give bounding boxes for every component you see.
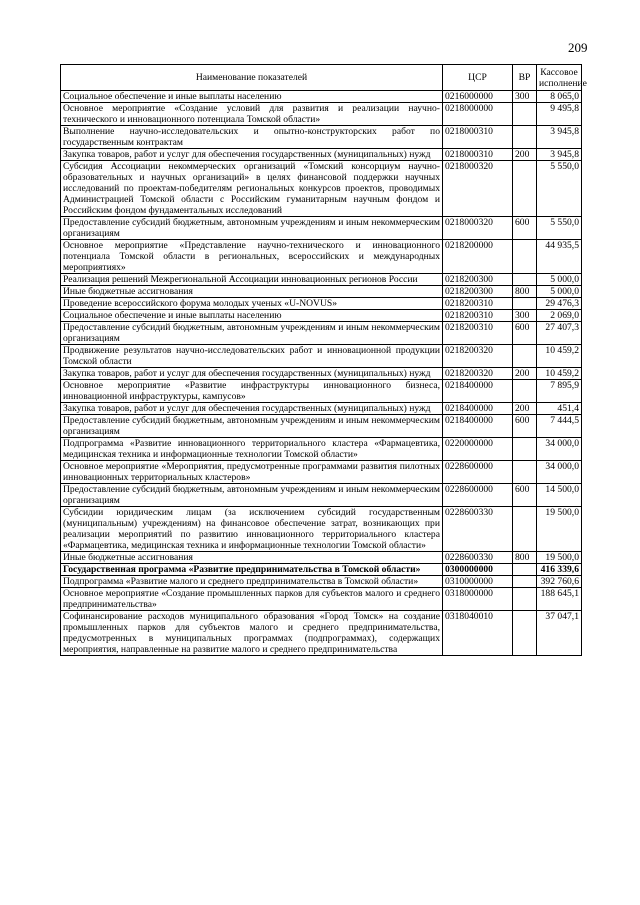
- row-name: Закупка товаров, работ и услуг для обеспечения государственных (муниципальных) нужд: [61, 149, 443, 161]
- table-row: [61, 310, 582, 322]
- header-vr: ВР: [513, 65, 537, 91]
- row-name: Предоставление субсидий бюджетным, автономным учреждениям и иным некоммерческим организациям: [61, 415, 443, 438]
- row-vr: [513, 438, 537, 461]
- row-vr: [513, 564, 537, 576]
- table-row: [61, 415, 582, 438]
- row-name: Основное мероприятие «Создание промышленных парков для субъектов малого и среднего предпринимательства»: [61, 588, 443, 611]
- row-vr: [513, 161, 537, 217]
- row-amount: 5 000,0: [537, 286, 582, 298]
- table-row: [61, 552, 582, 564]
- row-csr: 0300000000: [443, 564, 513, 576]
- page-number: 209: [568, 40, 588, 55]
- table-row: [61, 576, 582, 588]
- table-row: [61, 564, 582, 576]
- row-csr: 0218400000: [443, 415, 513, 438]
- row-csr: 0218200300: [443, 274, 513, 286]
- row-vr: 800: [513, 286, 537, 298]
- row-vr: [513, 611, 537, 656]
- row-vr: [513, 576, 537, 588]
- row-vr: [513, 380, 537, 403]
- row-amount: 29 476,3: [537, 298, 582, 310]
- table-row: [61, 286, 582, 298]
- row-vr: 200: [513, 149, 537, 161]
- row-csr: 0228600000: [443, 484, 513, 507]
- row-name: Закупка товаров, работ и услуг для обеспечения государственных (муниципальных) нужд: [61, 368, 443, 380]
- row-csr: 0228600330: [443, 507, 513, 552]
- table-row: [61, 322, 582, 345]
- table-row: [61, 484, 582, 507]
- row-name: Предоставление субсидий бюджетным, автономным учреждениям и иным некоммерческим организациям: [61, 217, 443, 240]
- row-amount: 34 000,0: [537, 461, 582, 484]
- row-csr: 0218200300: [443, 286, 513, 298]
- table-row: [61, 368, 582, 380]
- row-vr: [513, 103, 537, 126]
- row-csr: 0218200000: [443, 240, 513, 274]
- header-amount: Кассовое исполнение: [537, 65, 582, 91]
- row-csr: 0218200320: [443, 368, 513, 380]
- row-name: Субсидия Ассоциации некоммерческих организаций «Томский консорциум научно-образовательных и научных организаций» в целях финансовой поддержки научных исследований по проектам-победителям региональных конкурсов проектов, проводимых Администрацией Томской области с Российским гуманитарным научным фондом и Российским фондом фундаментальных исследований: [61, 161, 443, 217]
- row-name: Основное мероприятие «Мероприятия, предусмотренные программами развития пилотных инновационных территориальных кластеров»: [61, 461, 443, 484]
- row-amount: 5 000,0: [537, 274, 582, 286]
- row-vr: [513, 345, 537, 368]
- row-amount: 44 935,5: [537, 240, 582, 274]
- row-name: Предоставление субсидий бюджетным, автономным учреждениям и иным некоммерческим организациям: [61, 484, 443, 507]
- row-csr: 0310000000: [443, 576, 513, 588]
- header-csr: ЦСР: [443, 65, 513, 91]
- row-csr: 0218200320: [443, 345, 513, 368]
- table-row: [61, 403, 582, 415]
- row-name: Продвижение результатов научно-исследовательских работ и инновационной продукции Томской области: [61, 345, 443, 368]
- row-name: Реализация решений Межрегиональной Ассоциации инновационных регионов России: [61, 274, 443, 286]
- row-vr: [513, 126, 537, 149]
- row-amount: 27 407,3: [537, 322, 582, 345]
- row-name: Выполнение научно-исследовательских и опытно-конструкторских работ по государственным контрактам: [61, 126, 443, 149]
- row-name: Основное мероприятие «Развитие инфраструктуры инновационного бизнеса, инновационной инфраструктуры, кампусов»: [61, 380, 443, 403]
- row-vr: 800: [513, 552, 537, 564]
- table-row: [61, 588, 582, 611]
- row-amount: 14 500,0: [537, 484, 582, 507]
- row-name: Софинансирование расходов муниципального образования «Город Томск» на создание промышленных парков для субъектов малого и среднего предпринимательства, предусмотренных в муниципальных программах (подпрограммах), содержащих мероприятия, направленные на развитие малого и среднего предпринимательства: [61, 611, 443, 656]
- row-vr: 300: [513, 310, 537, 322]
- table-header-row: [61, 65, 582, 91]
- row-csr: 0218000310: [443, 126, 513, 149]
- header-name: Наименование показателей: [61, 65, 443, 91]
- row-csr: 0218000310: [443, 149, 513, 161]
- row-csr: 0218200310: [443, 322, 513, 345]
- row-name: Иные бюджетные ассигнования: [61, 286, 443, 298]
- row-csr: 0216000000: [443, 91, 513, 103]
- row-amount: 34 000,0: [537, 438, 582, 461]
- row-vr: [513, 298, 537, 310]
- row-csr: 0218200310: [443, 298, 513, 310]
- table-row: [61, 611, 582, 656]
- row-name: Проведение всероссийского форума молодых ученых «U-NOVUS»: [61, 298, 443, 310]
- row-amount: 19 500,0: [537, 507, 582, 552]
- table-row: [61, 507, 582, 552]
- table-row: [61, 126, 582, 149]
- table-row: [61, 240, 582, 274]
- row-amount: 37 047,1: [537, 611, 582, 656]
- row-amount: 392 760,6: [537, 576, 582, 588]
- row-amount: 2 069,0: [537, 310, 582, 322]
- row-vr: 200: [513, 368, 537, 380]
- row-vr: 600: [513, 415, 537, 438]
- table-row: [61, 345, 582, 368]
- row-name: Иные бюджетные ассигнования: [61, 552, 443, 564]
- row-vr: 300: [513, 91, 537, 103]
- budget-table: [60, 64, 587, 656]
- row-vr: [513, 507, 537, 552]
- row-csr: 0228600000: [443, 461, 513, 484]
- row-csr: 0218400000: [443, 403, 513, 415]
- row-amount: 3 945,8: [537, 126, 582, 149]
- row-vr: 600: [513, 322, 537, 345]
- table-row: [61, 103, 582, 126]
- row-amount: 10 459,2: [537, 368, 582, 380]
- row-vr: 600: [513, 217, 537, 240]
- row-name: Подпрограмма «Развитие инновационного территориального кластера «Фармацевтика, медицинская техника и информационные технологии Томской области»: [61, 438, 443, 461]
- table-row: [61, 298, 582, 310]
- table-row: [61, 461, 582, 484]
- table-row: [61, 274, 582, 286]
- row-csr: 0218000000: [443, 103, 513, 126]
- row-csr: 0218000320: [443, 217, 513, 240]
- row-amount: 19 500,0: [537, 552, 582, 564]
- row-amount: 3 945,8: [537, 149, 582, 161]
- row-amount: 416 339,6: [537, 564, 582, 576]
- table-row: [61, 380, 582, 403]
- row-vr: [513, 240, 537, 274]
- row-amount: 9 495,8: [537, 103, 582, 126]
- row-amount: 8 065,0: [537, 91, 582, 103]
- row-csr: 0218200310: [443, 310, 513, 322]
- row-amount: 5 550,0: [537, 217, 582, 240]
- table-row: [61, 91, 582, 103]
- row-name: Подпрограмма «Развитие малого и среднего предпринимательства в Томской области»: [61, 576, 443, 588]
- row-name: Субсидии юридическим лицам (за исключением субсидий государственным (муниципальным) учреждениям) на финансовое обеспечение затрат, возникающих при реализации мероприятий по развитию инновационного территориального кластера «Фармацевтика, медицинская техника и информационные технологии Томской области»: [61, 507, 443, 552]
- row-amount: 451,4: [537, 403, 582, 415]
- row-name: Социальное обеспечение и иные выплаты населению: [61, 91, 443, 103]
- table-row: [61, 438, 582, 461]
- row-name: Закупка товаров, работ и услуг для обеспечения государственных (муниципальных) нужд: [61, 403, 443, 415]
- row-name: Предоставление субсидий бюджетным, автономным учреждениям и иным некоммерческим организациям: [61, 322, 443, 345]
- row-csr: 0218000320: [443, 161, 513, 217]
- row-name: Государственная программа «Развитие предпринимательства в Томской области»: [61, 564, 443, 576]
- row-amount: 188 645,1: [537, 588, 582, 611]
- row-csr: 0318000000: [443, 588, 513, 611]
- row-amount: 7 895,9: [537, 380, 582, 403]
- row-vr: [513, 274, 537, 286]
- row-csr: 0228600330: [443, 552, 513, 564]
- row-amount: 7 444,5: [537, 415, 582, 438]
- row-vr: 600: [513, 484, 537, 507]
- row-csr: 0318040010: [443, 611, 513, 656]
- row-vr: 200: [513, 403, 537, 415]
- table-row: [61, 217, 582, 240]
- table-row: [61, 149, 582, 161]
- row-name: Основное мероприятие «Представление научно-технического и инновационного потенциала Томской области в региональных, всероссийских и международных мероприятиях»: [61, 240, 443, 274]
- row-amount: 5 550,0: [537, 161, 582, 217]
- row-csr: 0218400000: [443, 380, 513, 403]
- row-vr: [513, 461, 537, 484]
- table-body: [61, 91, 582, 656]
- row-vr: [513, 588, 537, 611]
- row-csr: 0220000000: [443, 438, 513, 461]
- row-name: Социальное обеспечение и иные выплаты населению: [61, 310, 443, 322]
- row-name: Основное мероприятие «Создание условий для развития и реализации научно-технического и инновационного потенциала Томской области»: [61, 103, 443, 126]
- table-row: [61, 161, 582, 217]
- row-amount: 10 459,2: [537, 345, 582, 368]
